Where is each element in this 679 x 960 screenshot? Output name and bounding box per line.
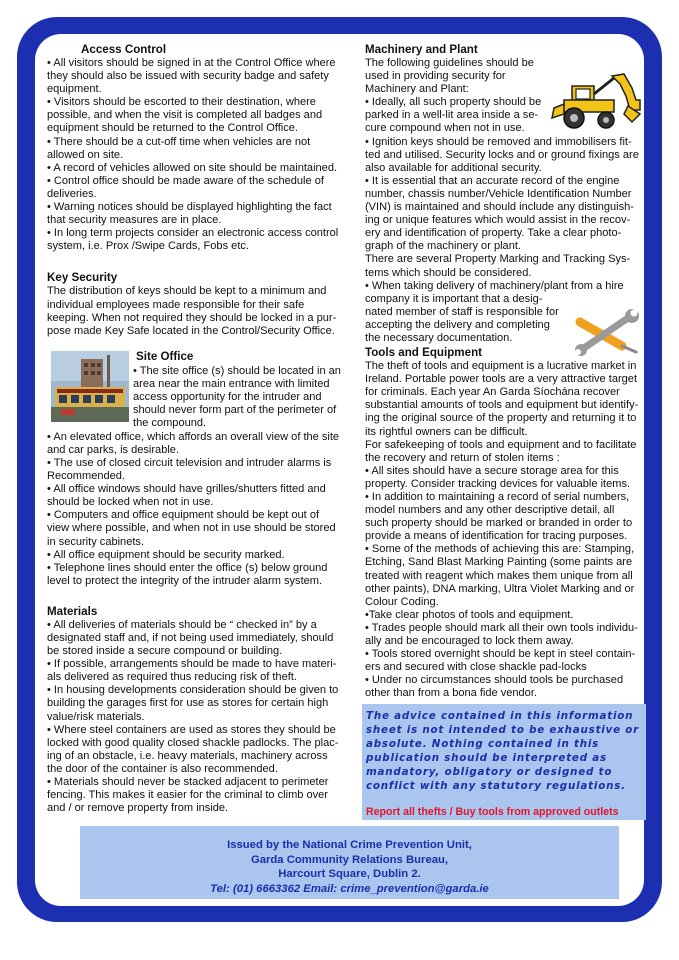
text-line: Etching, Sand Blast Marking Painting (some paints are: [365, 556, 633, 569]
text-line: • A record of vehicles allowed on site should be maintained.: [47, 161, 338, 174]
text-line: other than from a bona fide vendor.: [365, 687, 537, 700]
text-line: tems which should be considered.: [365, 266, 532, 279]
text-line: • The site office (s) should be located in an: [133, 364, 341, 377]
text-line: • All visitors should be signed in at the Control Office where: [47, 57, 336, 69]
tools-text: [365, 360, 649, 700]
text-line: system, i.e. Prox /Swipe Cards, Fobs etc.: [47, 240, 249, 253]
text-line: such property should be marked or branded in order to: [365, 517, 633, 530]
text-line: allowed on site.: [47, 148, 124, 161]
text-line: and / or remove property from inside.: [47, 802, 229, 815]
text-line: • It is essential that an accurate record of the engine: [365, 174, 620, 187]
text-line: The following guidelines should be: [365, 57, 534, 69]
text-line: Ireland. Portable power tools are a very attractive target: [365, 373, 638, 386]
text-line: nated member of staff is responsible for: [365, 305, 559, 318]
text-line: treated with reagent which makes them unique from all: [365, 569, 633, 582]
text-line: that security measures are in place.: [47, 214, 222, 227]
access-control-heading: Access Control: [81, 43, 167, 56]
text-line: • Warning notices should be displayed highlighting the fact: [47, 201, 332, 214]
text-line: • Ignition keys should be removed and immobilisers fit-: [365, 135, 632, 148]
text-line: should be locked when not in use.: [47, 496, 214, 509]
site-office-intro: [47, 350, 352, 431]
disclaimer-line: mandatory, obligatory or designed to: [366, 766, 613, 778]
text-line: value/risk materials.: [47, 710, 145, 723]
text-line: • All sites should have a secure storage area for this: [365, 464, 619, 477]
text-line: • Visitors should be escorted to their destination, where: [47, 96, 316, 109]
disclaimer-line: publication should be interpreted as: [366, 752, 607, 764]
site-office-intro-text: [133, 365, 355, 430]
text-line: • The use of closed circuit television and intruder alarms is: [47, 456, 332, 469]
text-line: ing the original source of the property and returning it to: [365, 412, 637, 425]
text-line: level to protect the integrity of the intruder alarm system.: [47, 574, 323, 587]
text-line: deliveries.: [47, 187, 97, 200]
text-line: • All office windows should have grilles/shutters fitted and: [47, 483, 326, 496]
text-line: designated staff and, if not being used immediately, should: [47, 632, 334, 644]
text-line: accepting the delivery and completing: [365, 318, 550, 331]
text-line: for criminals. Each year An Garda Síochána recover: [365, 386, 620, 399]
text-line: (VIN) is maintained and should include any distinguish-: [365, 201, 634, 214]
text-line: equipment should be returned to the Control Office.: [47, 122, 298, 135]
text-line: used in providing security for: [365, 70, 506, 83]
text-line: ted and utilised. Security locks and or ground fixings are: [365, 148, 639, 161]
site-office-heading: Site Office: [136, 349, 194, 363]
text-line: company it is important that a desig-: [365, 292, 543, 305]
text-line: The theft of tools and equipment is a lucrative market in: [365, 360, 637, 373]
text-line: the recovery and return of stolen items :: [365, 451, 560, 464]
text-line: • Ideally, all such property should be: [365, 96, 542, 109]
report-thefts-line: Report all thefts / Buy tools from approved outlets: [366, 806, 619, 818]
text-line: • Tools stored overnight should be kept in steel contain-: [365, 648, 636, 661]
text-line: • When taking delivery of machinery/plant from a hire: [365, 279, 624, 292]
text-line: the compound.: [133, 417, 207, 430]
text-line: • All office equipment should be security marked.: [47, 548, 285, 561]
text-line: provide a means of identification for tracing purposes.: [365, 530, 628, 543]
disclaimer-line: absolute. Nothing contained in this: [366, 738, 600, 750]
text-line: • Under no circumstances should tools be purchased: [365, 674, 624, 687]
text-line: view where possible, and when not in use should be stored: [47, 522, 336, 535]
text-line: • Control office should be made aware of the schedule of: [47, 174, 324, 187]
text-line: There are several Property Marking and Tracking Sys-: [365, 253, 631, 266]
footer-contact-panel: [80, 826, 619, 899]
text-line: ers and secured with close shackle pad-locks: [365, 661, 587, 674]
text-line: fencing. This makes it easier for the criminal to climb over: [47, 789, 328, 802]
disclaimer-line: conflict with any statutory regulations.: [366, 780, 626, 792]
wrench-screwdriver-clipart: [572, 308, 644, 356]
text-line: ing or unique features which would assist in the recov-: [365, 214, 631, 227]
text-line: and car parks, is desirable.: [47, 443, 180, 456]
text-line: •Take clear photos of tools and equipment.: [365, 608, 574, 621]
footer-contact-line: Tel: (01) 6663362 Email: crime_prevention@garda.ie: [210, 882, 489, 895]
text-line: • Trades people should mark all their own tools individu-: [365, 621, 638, 634]
text-line: substantial amounts of tools and equipment but identify-: [365, 399, 639, 412]
access-control-text: [47, 57, 352, 253]
text-line: equipment.: [47, 83, 102, 96]
key-security-text: [47, 285, 352, 337]
text-line: • Some of the methods of achieving this are: Stamping,: [365, 543, 635, 556]
disclaimer-panel: [362, 704, 646, 820]
text-line: Recommended.: [47, 470, 125, 483]
text-line: the door of the container is also recommended.: [47, 762, 278, 775]
digger-clipart: [550, 70, 644, 132]
text-line: access opportunity for the intruder and: [133, 390, 322, 403]
footer-line: Garda Community Relations Bureau,: [250, 853, 449, 866]
text-line: should never form part of the perimeter of: [133, 404, 337, 417]
text-line: • An elevated office, which affords an overall view of the site: [47, 430, 340, 443]
text-line: • Where steel containers are used as stores they should be: [47, 723, 336, 736]
construction-site-photo: [51, 351, 129, 422]
tools-heading: Tools and Equipment: [365, 346, 483, 360]
key-security-heading: Key Security: [47, 271, 118, 285]
disclaimer-line: sheet is not intended to be exhaustive or: [366, 724, 640, 736]
text-line: also available for additional security.: [365, 161, 542, 174]
text-line: other paints), DNA marking, Ultra Violet Marking and or: [365, 582, 635, 595]
text-line: • Computers and office equipment should be kept out of: [47, 509, 320, 522]
text-line: • Telephone lines should enter the office (s) below ground: [47, 561, 328, 574]
text-line: ing of an obstacle, i.e. heavy materials, machinery across: [47, 749, 328, 762]
text-line: in security cabinets.: [47, 535, 145, 548]
text-line: ally and be encouraged to lock them away.: [365, 635, 574, 648]
footer-line: Harcourt Square, Dublin 2.: [278, 868, 421, 881]
machinery-heading: Machinery and Plant: [365, 43, 478, 56]
text-line: possible, and when the visit is completed all badges and: [47, 109, 323, 122]
left-column: [47, 43, 352, 815]
text-line: • There should be a cut-off time when vehicles are not: [47, 135, 311, 148]
text-line: model numbers and any other descriptive detail, all: [365, 504, 615, 517]
text-line: parked in a well-lit area inside a se-: [365, 109, 539, 122]
text-line: individual employees made responsible for their safe: [47, 298, 305, 311]
text-line: be stored inside a secure compound or building.: [47, 645, 283, 658]
text-line: number, chassis number/Vehicle Identification Number: [365, 187, 632, 200]
text-line: keeping. When not required they should be locked in a pur-: [47, 311, 337, 324]
text-line: area near the main entrance with limited: [133, 377, 330, 390]
text-line: Machinery and Plant:: [365, 83, 469, 96]
text-line: The distribution of keys should be kept to a minimum and: [47, 285, 327, 298]
text-line: locked with good quality closed shackle padlocks. The plac-: [47, 736, 339, 749]
text-line: Colour Coding.: [365, 595, 439, 608]
text-line: • Materials should never be stacked adjacent to perimeter: [47, 776, 329, 789]
text-line: • In housing developments consideration should be given to: [47, 684, 339, 697]
right-column: [365, 43, 649, 701]
text-line: • All deliveries of materials should be “ checked in” by a: [47, 618, 317, 631]
disclaimer-line: The advice contained in this information: [366, 710, 634, 722]
text-line: • If possible, arrangements should be made to have materi-: [47, 658, 337, 671]
text-line: graph of the machinery or plant.: [365, 240, 521, 253]
materials-text: [47, 619, 352, 815]
text-line: For safekeeping of tools and equipment and to facilitate: [365, 438, 637, 451]
text-line: cure compound when not in use.: [365, 122, 525, 135]
text-line: they should also be issued with security badge and safety: [47, 70, 329, 83]
text-line: ery and identification of property. Take a clear photo-: [365, 227, 622, 240]
text-line: its rightful owners can be difficult.: [365, 425, 528, 438]
text-line: • In long term projects consider an electronic access control: [47, 227, 339, 240]
text-line: als delivered as required thus reducing risk of theft.: [47, 671, 297, 684]
text-line: • In addition to maintaining a record of serial numbers,: [365, 491, 630, 503]
footer-line: Issued by the National Crime Prevention Unit,: [227, 839, 472, 851]
text-line: pose made Key Safe located in the Control/Security Office.: [47, 324, 335, 337]
materials-heading: Materials: [47, 604, 98, 618]
text-line: the necessary documentation.: [365, 331, 513, 344]
site-office-text: [47, 431, 352, 588]
text-line: building the garages first for use as stores for certain high: [47, 697, 329, 710]
text-line: property. Consider tracking devices for valuable items.: [365, 477, 631, 490]
